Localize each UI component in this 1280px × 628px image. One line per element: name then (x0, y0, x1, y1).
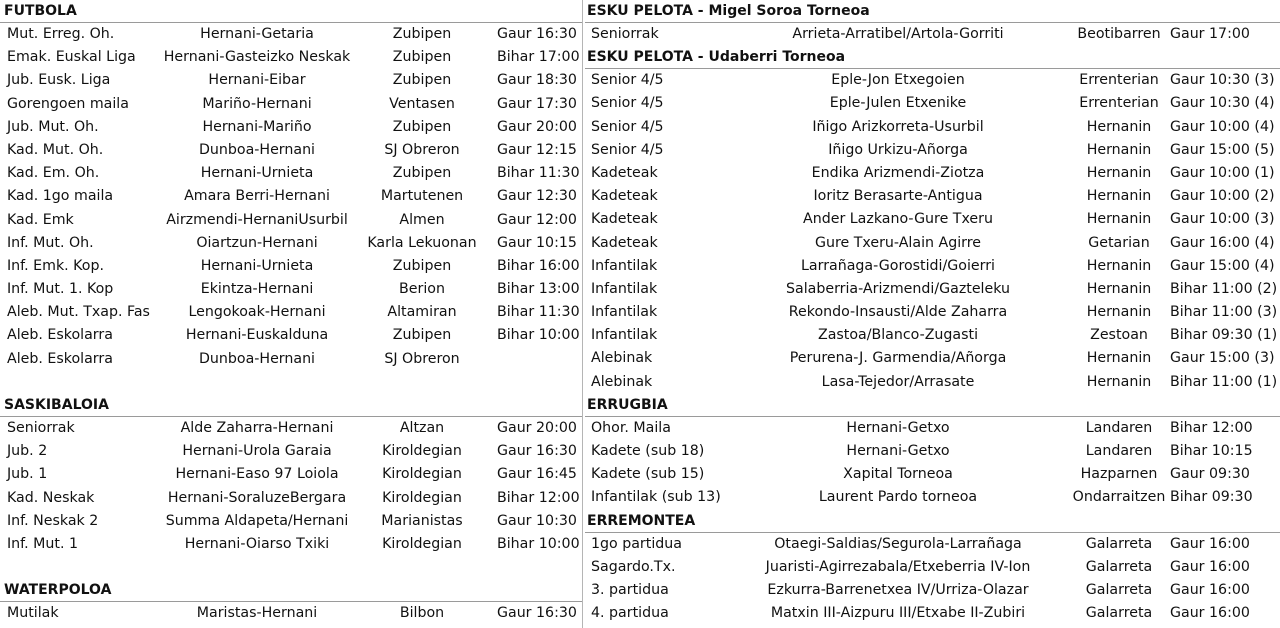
right-column (585, 0, 1280, 625)
schedule-row (0, 232, 582, 255)
match-cell: Hernani-Eibar (208, 72, 306, 89)
time-cell: Gaur 09:30 (1170, 466, 1250, 483)
category-cell: Inf. Emk. Kop. (7, 257, 104, 274)
match-cell: Hernani-Urnieta (200, 165, 314, 182)
section-title: ERRUGBIA (585, 394, 1280, 417)
section-title: ERREMONTEA (585, 510, 1280, 533)
match-cell: Xapital Torneoa (843, 466, 953, 483)
time-cell: Bihar 11:00 (3) (1170, 304, 1278, 321)
match-cell: Summa Aldapeta/Hernani (165, 512, 349, 529)
match-cell: Hernani-Oiarso Txiki (184, 535, 330, 552)
time-cell: Gaur 15:00 (3) (1170, 350, 1275, 367)
venue-cell: Getarian (1088, 234, 1150, 251)
match-cell: Perurena-J. Garmendia/Añorga (789, 350, 1007, 367)
schedule-row (585, 556, 1280, 579)
section-erremontea (585, 510, 1280, 626)
venue-cell: Kiroldegian (382, 466, 462, 483)
match-cell: Oiartzun-Hernani (196, 234, 318, 251)
category-cell: Kadeteak (591, 211, 658, 228)
time-cell: Gaur 12:30 (497, 188, 577, 205)
schedule-row (585, 208, 1280, 231)
venue-cell: Zubipen (392, 327, 452, 344)
category-cell: Kad. Emk (7, 211, 74, 228)
match-cell: Hernani-Gasteizko Neskak (163, 49, 351, 66)
schedule-row (585, 324, 1280, 347)
match-cell: Salaberria-Arizmendi/Gazteleku (786, 280, 1010, 297)
time-cell: Gaur 16:00 (4) (1170, 234, 1275, 251)
match-cell: Iñigo Urkizu-Añorga (828, 141, 968, 158)
schedule-row (585, 92, 1280, 115)
venue-cell: Galarreta (1085, 581, 1153, 598)
schedule-row (585, 301, 1280, 324)
match-cell: Dunboa-Hernani (198, 141, 316, 158)
section-esku-pelota-udaberri-torneoa (585, 46, 1280, 394)
time-cell: Gaur 12:00 (497, 211, 577, 228)
schedule-row (585, 162, 1280, 185)
schedule-row (585, 486, 1280, 509)
time-cell: Gaur 16:00 (1170, 535, 1250, 552)
time-cell: Bihar 10:00 (497, 327, 580, 344)
match-cell: Alde Zaharra-Hernani (180, 420, 334, 436)
venue-cell: Zubipen (392, 165, 452, 182)
time-cell: Gaur 15:00 (4) (1170, 257, 1275, 274)
category-cell: Inf. Mut. 1. Kop (7, 281, 114, 298)
schedule-row (585, 116, 1280, 139)
match-cell: Endika Arizmendi-Ziotza (811, 164, 985, 181)
category-cell: Kadeteak (591, 188, 658, 205)
match-cell: Hernani-Euskalduna (185, 327, 329, 344)
section-saskibaloia (0, 394, 582, 579)
match-cell: Hernani-Getxo (846, 443, 950, 459)
schedule-row (0, 69, 582, 92)
category-cell: Seniorrak (591, 26, 659, 42)
match-cell: Otaegi-Saldias/Segurola-Larrañaga (774, 535, 1022, 552)
time-cell: Gaur 15:00 (5) (1170, 141, 1275, 158)
schedule-row (585, 185, 1280, 208)
match-cell: Laurent Pardo torneoa (818, 489, 978, 506)
venue-cell: Zestoan (1090, 327, 1148, 344)
category-cell: Mutilak (7, 605, 59, 622)
time-cell: Gaur 16:00 (1170, 605, 1250, 622)
blank-row (0, 556, 582, 579)
match-cell: Hernani-Mariño (202, 118, 312, 135)
category-cell: Inf. Neskak 2 (7, 512, 99, 529)
time-cell: Gaur 16:30 (497, 443, 577, 460)
match-cell: Iñigo Arizkorreta-Usurbil (812, 118, 984, 135)
section-esku-pelota-migel-soroa-torneoa (585, 0, 1280, 46)
schedule-row (585, 255, 1280, 278)
time-cell: Bihar 11:30 (497, 304, 580, 321)
category-cell: Senior 4/5 (591, 95, 664, 112)
schedule-row (0, 510, 582, 533)
match-cell: Matxin III-Aizpuru III/Etxabe II-Zubiri (770, 605, 1026, 622)
venue-cell: Hernanin (1086, 257, 1152, 274)
time-cell: Gaur 16:30 (497, 26, 577, 42)
section-title: FUTBOLA (0, 0, 582, 23)
category-cell: Aleb. Eskolarra (7, 350, 113, 367)
time-cell: Gaur 16:00 (1170, 558, 1250, 575)
match-cell: Ioritz Berasarte-Antigua (813, 188, 983, 205)
schedule-row (0, 348, 582, 371)
section-errugbia (585, 394, 1280, 510)
time-cell: Bihar 11:00 (1) (1170, 373, 1278, 390)
section-title: ESKU PELOTA - Migel Soroa Torneoa (585, 0, 1280, 23)
category-cell: Mut. Erreg. Oh. (7, 26, 115, 42)
schedule-row (0, 93, 582, 116)
time-cell: Bihar 12:00 (497, 489, 580, 506)
venue-cell: Hernanin (1086, 304, 1152, 321)
schedule-row (0, 440, 582, 463)
venue-cell: Errenterian (1079, 95, 1159, 112)
schedule-row (0, 162, 582, 185)
time-cell: Bihar 10:00 (497, 535, 580, 552)
time-cell: Bihar 17:00 (497, 49, 580, 66)
match-cell: Hernani-SoraluzeBergara (167, 489, 347, 506)
venue-cell: Kiroldegian (382, 535, 462, 552)
venue-cell: Zubipen (392, 257, 452, 274)
schedule-row (585, 602, 1280, 625)
category-cell: Emak. Euskal Liga (7, 49, 136, 66)
schedule-row (0, 46, 582, 69)
schedule-row (585, 23, 1280, 46)
category-cell: 4. partidua (591, 605, 669, 622)
schedule-row (585, 417, 1280, 440)
category-cell: Aleb. Eskolarra (7, 327, 113, 344)
venue-cell: Hernanin (1086, 373, 1152, 390)
left-column (0, 0, 582, 626)
venue-cell: Beotibarren (1077, 26, 1161, 42)
time-cell: Bihar 10:15 (1170, 443, 1253, 459)
time-cell: Bihar 11:30 (497, 165, 580, 182)
match-cell: Lengokoak-Hernani (188, 304, 326, 321)
venue-cell: Galarreta (1085, 605, 1153, 622)
time-cell: Gaur 16:30 (497, 605, 577, 622)
schedule-row (0, 139, 582, 162)
schedule-row (0, 278, 582, 301)
schedule-row (585, 278, 1280, 301)
category-cell: Kad. Em. Oh. (7, 165, 100, 182)
match-cell: Hernani-Easo 97 Loiola (175, 466, 339, 483)
category-cell: Kad. Neskak (7, 489, 95, 506)
category-cell: Kadete (sub 15) (591, 466, 705, 483)
match-cell: Juaristi-Agirrezabala/Etxeberria IV-Ion (765, 558, 1031, 575)
section-title: ESKU PELOTA - Udaberri Torneoa (585, 46, 1280, 69)
schedule-row (0, 301, 582, 324)
venue-cell: Errenterian (1079, 72, 1159, 89)
time-cell: Bihar 09:30 (1170, 489, 1253, 506)
category-cell: Jub. Eusk. Liga (7, 72, 111, 89)
match-cell: Amara Berri-Hernani (184, 188, 330, 205)
venue-cell: Hernanin (1086, 350, 1152, 367)
time-cell: Gaur 16:00 (1170, 581, 1250, 598)
schedule-row (585, 463, 1280, 486)
match-cell: Lasa-Tejedor/Arrasate (821, 373, 975, 390)
schedule-row (0, 463, 582, 486)
match-cell: Mariño-Hernani (202, 95, 312, 112)
schedule-row (585, 440, 1280, 463)
time-cell: Gaur 10:30 (4) (1170, 95, 1275, 112)
venue-cell: Hernanin (1086, 280, 1152, 297)
venue-cell: Berion (399, 281, 445, 298)
schedule-row (0, 487, 582, 510)
category-cell: 3. partidua (591, 581, 669, 598)
match-cell: Hernani-Urola Garaia (182, 443, 332, 460)
category-cell: Jub. Mut. Oh. (7, 118, 99, 135)
time-cell: Gaur 17:30 (497, 95, 577, 112)
venue-cell: Altamiran (387, 304, 457, 321)
category-cell: Inf. Mut. 1 (7, 535, 78, 552)
venue-cell: Almen (399, 211, 445, 228)
match-cell: Ekintza-Hernani (200, 281, 314, 298)
time-cell: Bihar 11:00 (2) (1170, 280, 1278, 297)
schedule-row (0, 602, 582, 625)
time-cell: Gaur 10:00 (4) (1170, 118, 1275, 135)
match-cell: Eple-Julen Etxenike (829, 95, 967, 112)
category-cell: Infantilak (591, 280, 658, 297)
category-cell: Alebinak (591, 373, 653, 390)
schedule-row (585, 232, 1280, 255)
time-cell: Gaur 20:00 (497, 420, 577, 436)
category-cell: Ohor. Maila (591, 419, 671, 436)
venue-cell: Marianistas (381, 512, 463, 529)
venue-cell: Galarreta (1085, 558, 1153, 575)
schedule-row (0, 209, 582, 232)
venue-cell: Landaren (1085, 419, 1153, 436)
match-cell: Zastoa/Blanco-Zugasti (817, 327, 979, 344)
category-cell: Kadete (sub 18) (591, 443, 705, 459)
time-cell: Gaur 10:30 (497, 512, 577, 529)
schedule-row (0, 533, 582, 556)
category-cell: Senior 4/5 (591, 141, 664, 158)
time-cell: Gaur 10:00 (3) (1170, 211, 1275, 228)
time-cell: Bihar 09:30 (1) (1170, 327, 1278, 344)
time-cell: Gaur 10:00 (2) (1170, 188, 1275, 205)
category-cell: Kadeteak (591, 164, 658, 181)
venue-cell: Hernanin (1086, 211, 1152, 228)
venue-cell: Zubipen (392, 49, 452, 66)
schedule-row (585, 579, 1280, 602)
section-waterpoloa (0, 579, 582, 625)
venue-cell: Hazparnen (1080, 466, 1158, 483)
category-cell: Jub. 2 (7, 443, 48, 460)
time-cell: Gaur 16:45 (497, 466, 577, 483)
time-cell: Bihar 13:00 (497, 281, 580, 298)
match-cell: Airzmendi-HernaniUsurbil (166, 211, 348, 228)
venue-cell: Hernanin (1086, 141, 1152, 158)
category-cell: Infantilak (591, 327, 658, 344)
blank-row (0, 371, 582, 394)
time-cell: Gaur 10:15 (497, 234, 577, 251)
match-cell: Hernani-Getxo (846, 419, 950, 436)
time-cell: Bihar 12:00 (1170, 419, 1253, 436)
time-cell: Gaur 20:00 (497, 118, 577, 135)
match-cell: Ezkurra-Barrenetxea IV/Urriza-Olazar (767, 581, 1029, 598)
category-cell: Kad. Mut. Oh. (7, 141, 104, 158)
time-cell: Gaur 10:30 (3) (1170, 72, 1275, 89)
category-cell: Infantilak (591, 257, 658, 274)
schedule-row (585, 347, 1280, 370)
column-divider (582, 0, 583, 628)
category-cell: Sagardo.Tx. (591, 558, 676, 575)
match-cell: Gure Txeru-Alain Agirre (814, 234, 982, 251)
venue-cell: Martutenen (380, 188, 464, 205)
venue-cell: Hernanin (1086, 118, 1152, 135)
time-cell: Gaur 18:30 (497, 72, 577, 89)
venue-cell: SJ Obreron (384, 141, 460, 158)
venue-cell: Hernanin (1086, 188, 1152, 205)
category-cell: Jub. 1 (7, 466, 48, 483)
category-cell: Alebinak (591, 350, 653, 367)
venue-cell: Kiroldegian (382, 443, 462, 460)
category-cell: 1go partidua (591, 535, 682, 552)
category-cell: Gorengoen maila (7, 95, 129, 112)
category-cell: Aleb. Mut. Txap. Fas (7, 304, 150, 321)
category-cell: Infantilak (591, 304, 658, 321)
category-cell: Seniorrak (7, 420, 75, 436)
category-cell: Inf. Mut. Oh. (7, 234, 94, 251)
schedule-row (585, 371, 1280, 394)
match-cell: Larrañaga-Gorostidi/Goierri (801, 257, 995, 274)
venue-cell: Zubipen (392, 118, 452, 135)
match-cell: Rekondo-Insausti/Alde Zaharra (788, 304, 1008, 321)
schedule-row (0, 116, 582, 139)
category-cell: Senior 4/5 (591, 118, 664, 135)
section-title: SASKIBALOIA (0, 394, 582, 417)
match-cell: Hernani-Urnieta (200, 257, 314, 274)
schedule-row (0, 185, 582, 208)
section-title: WATERPOLOA (0, 579, 582, 602)
venue-cell: Karla Lekuonan (367, 234, 477, 251)
match-cell: Eple-Jon Etxegoien (831, 72, 965, 89)
schedule-row (0, 417, 582, 440)
category-cell: Infantilak (sub 13) (591, 489, 721, 506)
match-cell: Hernani-Getaria (200, 26, 314, 42)
time-cell: Gaur 17:00 (1170, 26, 1250, 42)
match-cell: Maristas-Hernani (196, 605, 318, 622)
venue-cell: Zubipen (392, 72, 452, 89)
venue-cell: Ondarraitzen (1072, 489, 1166, 506)
match-cell: Ander Lazkano-Gure Txeru (803, 211, 993, 228)
venue-cell: Landaren (1085, 443, 1153, 459)
venue-cell: Altzan (399, 420, 445, 436)
category-cell: Senior 4/5 (591, 72, 664, 89)
match-cell: Dunboa-Hernani (198, 350, 316, 367)
schedule-row (585, 139, 1280, 162)
match-cell: Arrieta-Arratibel/Artola-Gorriti (792, 26, 1004, 42)
schedule-row (585, 533, 1280, 556)
time-cell: Gaur 10:00 (1) (1170, 164, 1275, 181)
time-cell: Gaur 12:15 (497, 141, 577, 158)
category-cell: Kad. 1go maila (7, 188, 114, 205)
schedule-row (585, 69, 1280, 92)
venue-cell: Bilbon (399, 605, 445, 622)
venue-cell: SJ Obreron (384, 350, 460, 367)
category-cell: Kadeteak (591, 234, 658, 251)
schedule-row (0, 23, 582, 46)
venue-cell: Kiroldegian (382, 489, 462, 506)
venue-cell: Galarreta (1085, 535, 1153, 552)
schedule-row (0, 324, 582, 347)
schedule-row (0, 255, 582, 278)
venue-cell: Zubipen (392, 26, 452, 42)
section-futbola (0, 0, 582, 394)
time-cell: Bihar 16:00 (497, 257, 580, 274)
venue-cell: Ventasen (389, 95, 455, 112)
venue-cell: Hernanin (1086, 164, 1152, 181)
